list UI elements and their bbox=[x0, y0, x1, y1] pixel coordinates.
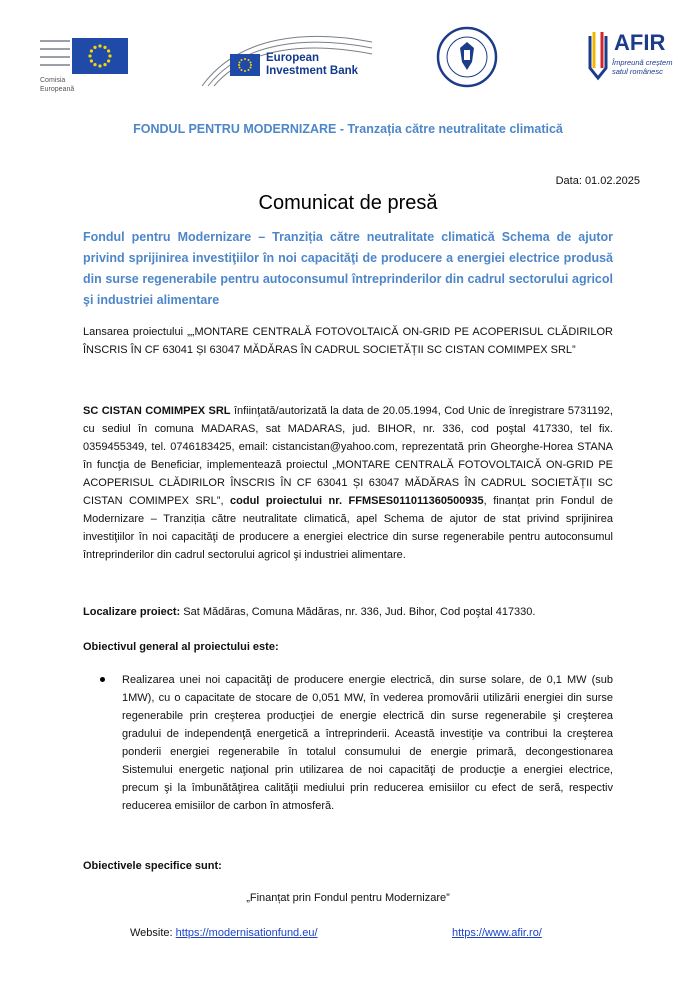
ec-name-line1: Comisia bbox=[40, 77, 66, 84]
general-objective-heading: Obiectivul general al proiectului este: bbox=[83, 641, 279, 653]
lead-paragraph: Fondul pentru Modernizare – Tranziția către neutralitate climatică Schema de ajutor privind sprijinirea investiţiilor în noi capacităţi de producere a energiei electrice produsă din surse regenerabile pentru autoconsumul întreprinderilor din cadrul sectorului agricol şi industriei alimentare bbox=[83, 230, 613, 307]
afir-tagline-line1: Împreună creștem bbox=[612, 58, 673, 67]
eib-name-line1: European bbox=[266, 52, 320, 64]
afir-tagline-line2: satul românesc bbox=[612, 67, 663, 76]
afir-name: AFIR bbox=[614, 30, 666, 55]
modernisation-fund-link[interactable]: https://modernisationfund.eu/ bbox=[175, 927, 318, 939]
eu-flag-icon bbox=[72, 38, 128, 74]
project-launch-paragraph: Lansarea proiectului „„MONTARE CENTRALĂ FOTOVOLTAICĂ ON-GRID PE ACOPERISUL CLĂDIRILOR ÎNSCRIS ÎN CF 63041 ȘI 63047 MĂDĂRAS ÎN CADRUL SOCIETĂȚII SC CISTAN COMIMPEX SRL” bbox=[83, 326, 613, 356]
location-label: Localizare proiect: bbox=[83, 606, 181, 618]
afir-logo bbox=[586, 28, 686, 88]
beneficiary-text-1: înfiinţată/autorizată la data de 20.05.1994, Cod Unic de înregistrare 5731192, cu sediul în comuna MADARAS, sat MADARAS, jud. BIHOR, nr. 336, cod poştal 417330, tel fix. 0359455349, tel. 0746183425, email: cistancistan@yahoo.com, reprezentată prin Gheorghe-Horea STANA în funcţia de Beneficiar, implementează proiectul „MONTARE CENTRALĂ FOTOVOLTAICĂ ON-GRID PE ACOPERISUL CLĂDIRILOR ÎNSCRIS ÎN CF 63041 ȘI 63047 MĂDĂRAS ÎN CADRUL SOCIETĂȚII SC CISTAN COMIMPEX SRL”, bbox=[83, 405, 613, 507]
eib-name-line2: Investment Bank bbox=[266, 65, 359, 77]
european-commission-logo bbox=[40, 34, 130, 94]
program-banner: FONDUL PENTRU MODERNIZARE - Tranzația către neutralitate climatică bbox=[133, 122, 563, 136]
location-paragraph bbox=[83, 603, 613, 621]
logo-header bbox=[0, 20, 696, 100]
general-objective-text: Realizarea unei noi capacităţi de producere energie electrică, din surse solare, de 0,1 MW (sub 1MW), cu o capacitate de stocare de 0,051 MW, în vederea promovării utilizării energiei din surse regenerabile prin creşterea producţiei de energie electrică din surse regenerabile şi creşterea gradului de independenţă energetică a întreprinderii. Această investiţie va contribui la creşterea ponderii energiei regenerabile în totalul consumului de energie primară, decongestionarea Sistemului energetic naţional prin utilizarea de noi capacităţi de producţie a energiei electrice, precum şi la îmbunătăţirea calităţii mediului prin reducerea emisiilor cu efect de seră, respectiv reducerea emisiilor de carbon în atmosferă. bbox=[122, 674, 613, 812]
romanian-government-seal-icon bbox=[436, 26, 498, 88]
specific-objectives-heading: Obiectivele specifice sunt: bbox=[83, 860, 222, 872]
eib-logo bbox=[200, 28, 375, 88]
funding-quote: „Finanțat prin Fondul pentru Modernizare” bbox=[246, 892, 450, 904]
document-date: Data: 01.02.2025 bbox=[555, 175, 640, 187]
footer-links bbox=[130, 927, 570, 939]
page-title: Comunicat de presă bbox=[258, 192, 438, 214]
list-item bbox=[100, 671, 613, 815]
beneficiary-text-2: , finanțat prin Fondul de Modernizare – Tranziția către neutralitate climatică, apel Schema de ajutor de stat privind sprijinirea investiţiilor în noi capacităţi de producere a energiei electrice din surse regenerabile pentru autoconsumul întreprinderilor din cadrul sectorului agricol şi industriei alimentare. bbox=[83, 495, 613, 561]
location-text: Sat Mădăras, Comuna Mădăras, nr. 336, Jud. Bihor, Cod poştal 417330. bbox=[180, 606, 536, 618]
bullet-icon bbox=[100, 677, 105, 682]
eu-flag-icon bbox=[230, 54, 260, 76]
beneficiary-paragraph bbox=[83, 402, 613, 564]
ec-name-line2: Europeană bbox=[40, 86, 75, 93]
company-name: SC CISTAN COMIMPEX SRL bbox=[83, 405, 231, 417]
project-code: codul proiectului nr. FFMSES011011360500935 bbox=[230, 495, 484, 507]
website-label: Website: bbox=[130, 927, 176, 939]
afir-link[interactable]: https://www.afir.ro/ bbox=[452, 927, 542, 939]
